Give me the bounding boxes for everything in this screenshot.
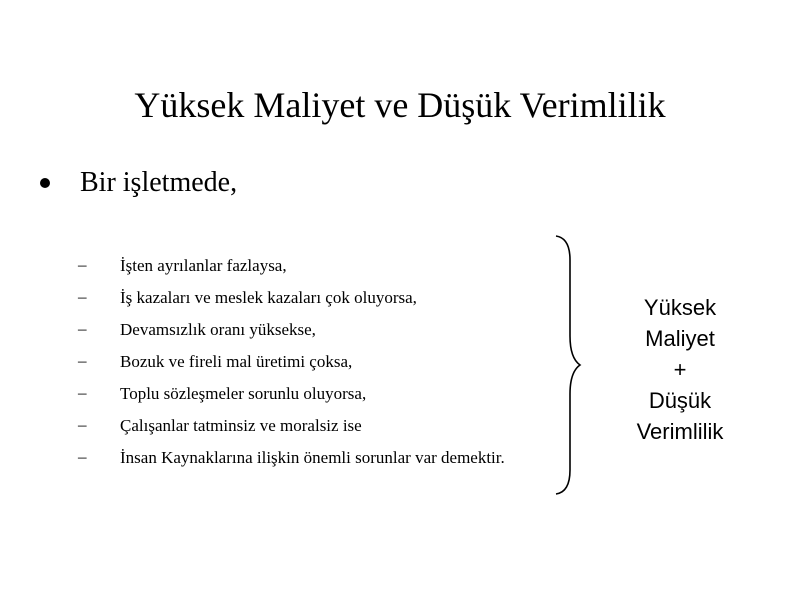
list-item-text: Toplu sözleşmeler sorunlu oluyorsa, <box>120 384 367 403</box>
list-item-text: İnsan Kaynaklarına ilişkin önemli sorunlar var demektir. <box>120 448 505 467</box>
side-label-line: Düşük <box>648 388 712 413</box>
dash-icon: – <box>78 447 87 466</box>
list-item-text: Bozuk ve fireli mal üretimi çoksa, <box>120 352 353 371</box>
dash-icon: – <box>78 415 87 434</box>
list-item-text: İşten ayrılanlar fazlaysa, <box>120 256 287 275</box>
dash-icon: – <box>78 351 87 370</box>
dash-icon: – <box>78 383 87 402</box>
curly-brace-icon <box>550 232 600 498</box>
dash-icon: – <box>78 255 87 274</box>
dash-icon: – <box>78 319 87 338</box>
list-item-text: Çalışanlar tatminsiz ve moralsiz ise <box>120 416 362 435</box>
side-label-line: Verimlilik <box>636 419 724 444</box>
dash-icon: – <box>78 287 87 306</box>
slide-title: Yüksek Maliyet ve Düşük Verimlilik <box>134 85 666 125</box>
bullet-dot-icon <box>40 178 50 188</box>
side-label-line: Maliyet <box>645 326 715 351</box>
list-item-text: Devamsızlık oranı yüksekse, <box>120 320 316 339</box>
side-label-line: Yüksek <box>643 295 717 320</box>
side-label-plus: + <box>673 357 687 382</box>
main-bullet-text: Bir işletmede, <box>80 167 238 198</box>
side-label <box>610 292 750 447</box>
list-item-text: İş kazaları ve meslek kazaları çok oluyorsa, <box>120 288 417 307</box>
